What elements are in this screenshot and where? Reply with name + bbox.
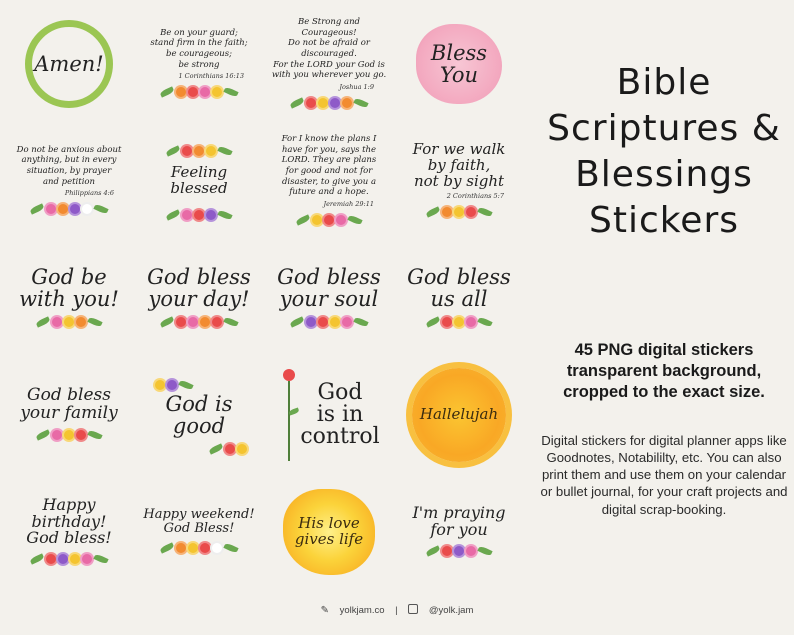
sticker-text: Be on your guard; stand firm in the faith; be courageous; be strong [150, 27, 248, 70]
sticker-text: For I know the plans I have for you, says the LORD. They are plans for good and not for disaster, to give you a future and a hope. [281, 134, 377, 198]
sticker-text: God bless us all [407, 264, 511, 311]
flower-garland-top [165, 143, 233, 159]
flower-garland [295, 212, 363, 228]
sticker-bless-you [400, 8, 518, 120]
instagram-icon [408, 604, 418, 614]
sticker-2-corinthians-5-7 [400, 125, 518, 237]
sticker-god-bless-us-all [400, 242, 518, 354]
sticker-text: God is in control [300, 380, 380, 449]
sticker-text: God bless your soul [277, 264, 381, 311]
sticker-ref: 2 Corinthians 5:7 [446, 191, 504, 200]
sticker-text: For we walk by faith, not by sight [412, 140, 506, 190]
flower-garland [289, 95, 369, 111]
sticker-text: God bless your family [20, 385, 118, 423]
sticker-corinthians-16-13 [140, 8, 258, 120]
footer [0, 604, 794, 616]
sticker-god-is-good [140, 359, 258, 471]
sticker-text: God be with you! [19, 264, 119, 311]
sticker-hallelujah [400, 359, 518, 471]
footer-separator: | [395, 605, 398, 616]
flower-garland [289, 314, 369, 330]
sticker-ref: 1 Corinthians 16:13 [178, 72, 244, 81]
product-description: Digital stickers for digital planner apps like Goodnotes, Notabililty, etc. You can also print them and use them on your calendar or bullet journal, for your craft projects and digital scrap-booking. [540, 433, 788, 517]
flower-garland [159, 540, 239, 556]
flower-garland [425, 543, 493, 559]
sticker-im-praying-for-you [400, 476, 518, 588]
sticker-feeling-blessed [140, 125, 258, 237]
leaf-wreath [25, 20, 113, 108]
sticker-text: Feeling blessed [170, 163, 228, 197]
pen-icon: ✎ [320, 605, 329, 616]
flower-garland [29, 201, 109, 217]
flower-garland [35, 427, 103, 443]
flower-corner-bottom [208, 441, 248, 457]
flower-garland [159, 314, 239, 330]
flower-garland-bottom [165, 207, 233, 223]
sticker-grid [10, 8, 518, 588]
flower-corner-top [154, 377, 194, 393]
sticker-joshua-1-9 [270, 8, 388, 120]
flower-garland [425, 314, 493, 330]
sticker-text: His love gives life [294, 514, 364, 548]
sticker-god-be-with-you [10, 242, 128, 354]
sticker-amen [10, 8, 128, 120]
sticker-happy-birthday [10, 476, 128, 588]
sticker-text: Hallelujah [419, 405, 499, 424]
product-summary: 45 PNG digital stickers transparent background, cropped to the exact size. [563, 341, 765, 402]
sticker-text: Amen! [34, 51, 104, 76]
flower-garland [159, 84, 239, 100]
sticker-his-love-gives-life [270, 476, 388, 588]
flower-garland [29, 551, 109, 567]
pink-flower [416, 24, 502, 104]
sticker-jeremiah-29-11 [270, 125, 388, 237]
footer-site[interactable]: yolkjam.co [339, 605, 385, 616]
sticker-text: Happy birthday! God bless! [26, 494, 112, 548]
sticker-ref: Jeremiah 29:11 [323, 199, 374, 208]
sticker-god-bless-your-day [140, 242, 258, 354]
sticker-text: I'm praying for you [412, 503, 506, 539]
red-flower-stem [278, 369, 298, 464]
sticker-text: Bless You [430, 40, 488, 87]
yellow-flower [283, 489, 375, 575]
sticker-text: God bless your day! [147, 264, 251, 311]
sticker-god-bless-your-family [10, 359, 128, 471]
sticker-text: Happy weekend! God Bless! [143, 507, 255, 536]
page-title: Bible Scriptures & Blessings Stickers [547, 62, 781, 242]
footer-instagram[interactable]: @yolk.jam [428, 605, 474, 616]
sticker-text: Be Strong and Courageous! Do not be afraid or discouraged. For the LORD your God is with you wherever you go. [271, 17, 387, 81]
sticker-ref: Joshua 1:9 [339, 82, 374, 91]
sticker-philippians-4-6 [10, 125, 128, 237]
sticker-ref: Philippians 4:6 [64, 189, 114, 198]
yellow-sunflower [412, 368, 506, 462]
flower-garland [425, 204, 493, 220]
sticker-text: Do not be anxious about anything, but in every situation, by prayer and petition [16, 144, 122, 187]
sticker-text: God is good [165, 391, 233, 438]
flower-garland [35, 314, 103, 330]
sticker-god-bless-your-soul [270, 242, 388, 354]
sticker-happy-weekend [140, 476, 258, 588]
sticker-god-is-in-control [270, 359, 388, 471]
